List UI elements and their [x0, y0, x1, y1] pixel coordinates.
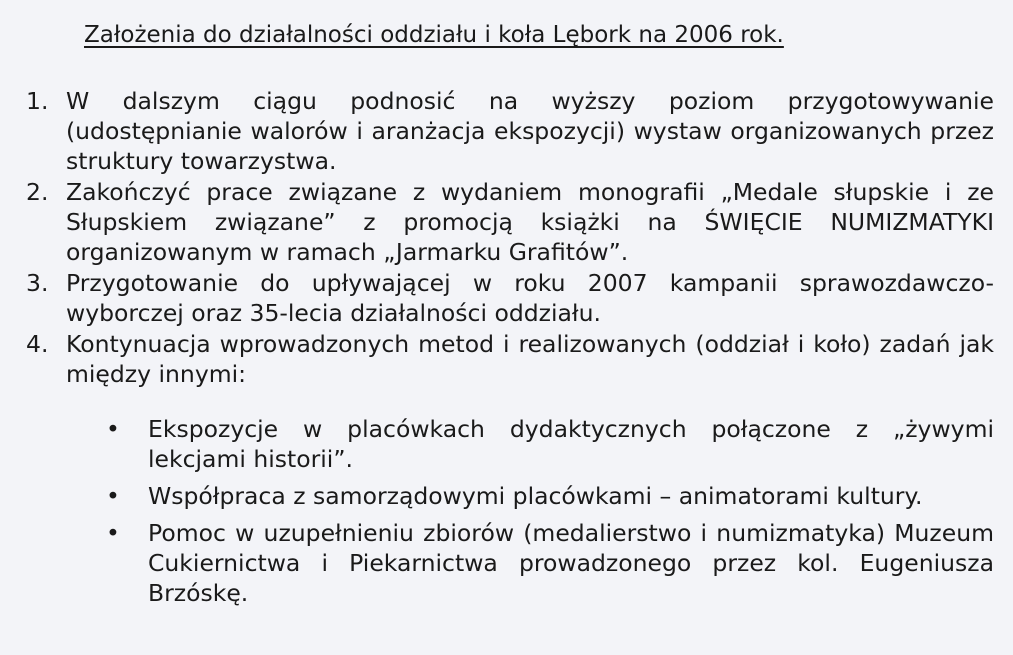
- sub-list: [66, 414, 994, 615]
- sub-list-item: [104, 481, 994, 511]
- item-number: 1.: [26, 87, 49, 115]
- goals-list: [26, 86, 994, 390]
- item-number: 3.: [26, 269, 49, 297]
- sub-item-text: Ekspozycje w placówkach dydaktycznych połączone z „żywymi lekcjami historii”.: [148, 415, 994, 473]
- sub-item-text: Współpraca z samorządowymi placówkami – animatorami kultury.: [148, 482, 923, 510]
- sub-list-item: [104, 518, 994, 608]
- item-text: W dalszym ciągu podnosić na wyższy poziom przygotowywanie (udostępnianie walorów i aranżacja ekspozycji) wystaw organizowanych przez struktury towarzystwa.: [66, 87, 994, 175]
- document-title: Założenia do działalności oddziału i koła Lębork na 2006 rok.: [84, 22, 784, 48]
- sub-item-text: Pomoc w uzupełnieniu zbiorów (medalierstwo i numizmatyka) Muzeum Cukiernictwa i Piekarnictwa prowadzonego przez kol. Eugeniusza Brzóskę.: [148, 519, 994, 607]
- item-body: [66, 329, 994, 389]
- bullet-icon: •: [106, 519, 120, 547]
- item-text: Przygotowanie do upływającej w roku 2007 kampanii sprawozdawczo-wyborczej oraz 35-lecia działalności oddziału.: [66, 269, 994, 327]
- sub-list-item: [104, 414, 994, 474]
- bullet-icon: •: [106, 482, 120, 510]
- list-item: [26, 177, 994, 267]
- item-text: Kontynuacja wprowadzonych metod i realizowanych (oddział i koło) zadań jak między innymi:: [66, 330, 994, 388]
- list-item: [26, 268, 994, 328]
- item-number: 4.: [26, 330, 49, 358]
- item-text: Zakończyć prace związane z wydaniem monografii „Medale słupskie i ze Słupskiem związane” z promocją książki na ŚWIĘCIE NUMIZMATYKI organizowanym w ramach „Jarmarku Grafitów”.: [66, 178, 994, 266]
- list-item: [26, 329, 994, 389]
- list-item: [26, 86, 994, 176]
- bullet-icon: •: [106, 415, 120, 443]
- item-number: 2.: [26, 178, 49, 206]
